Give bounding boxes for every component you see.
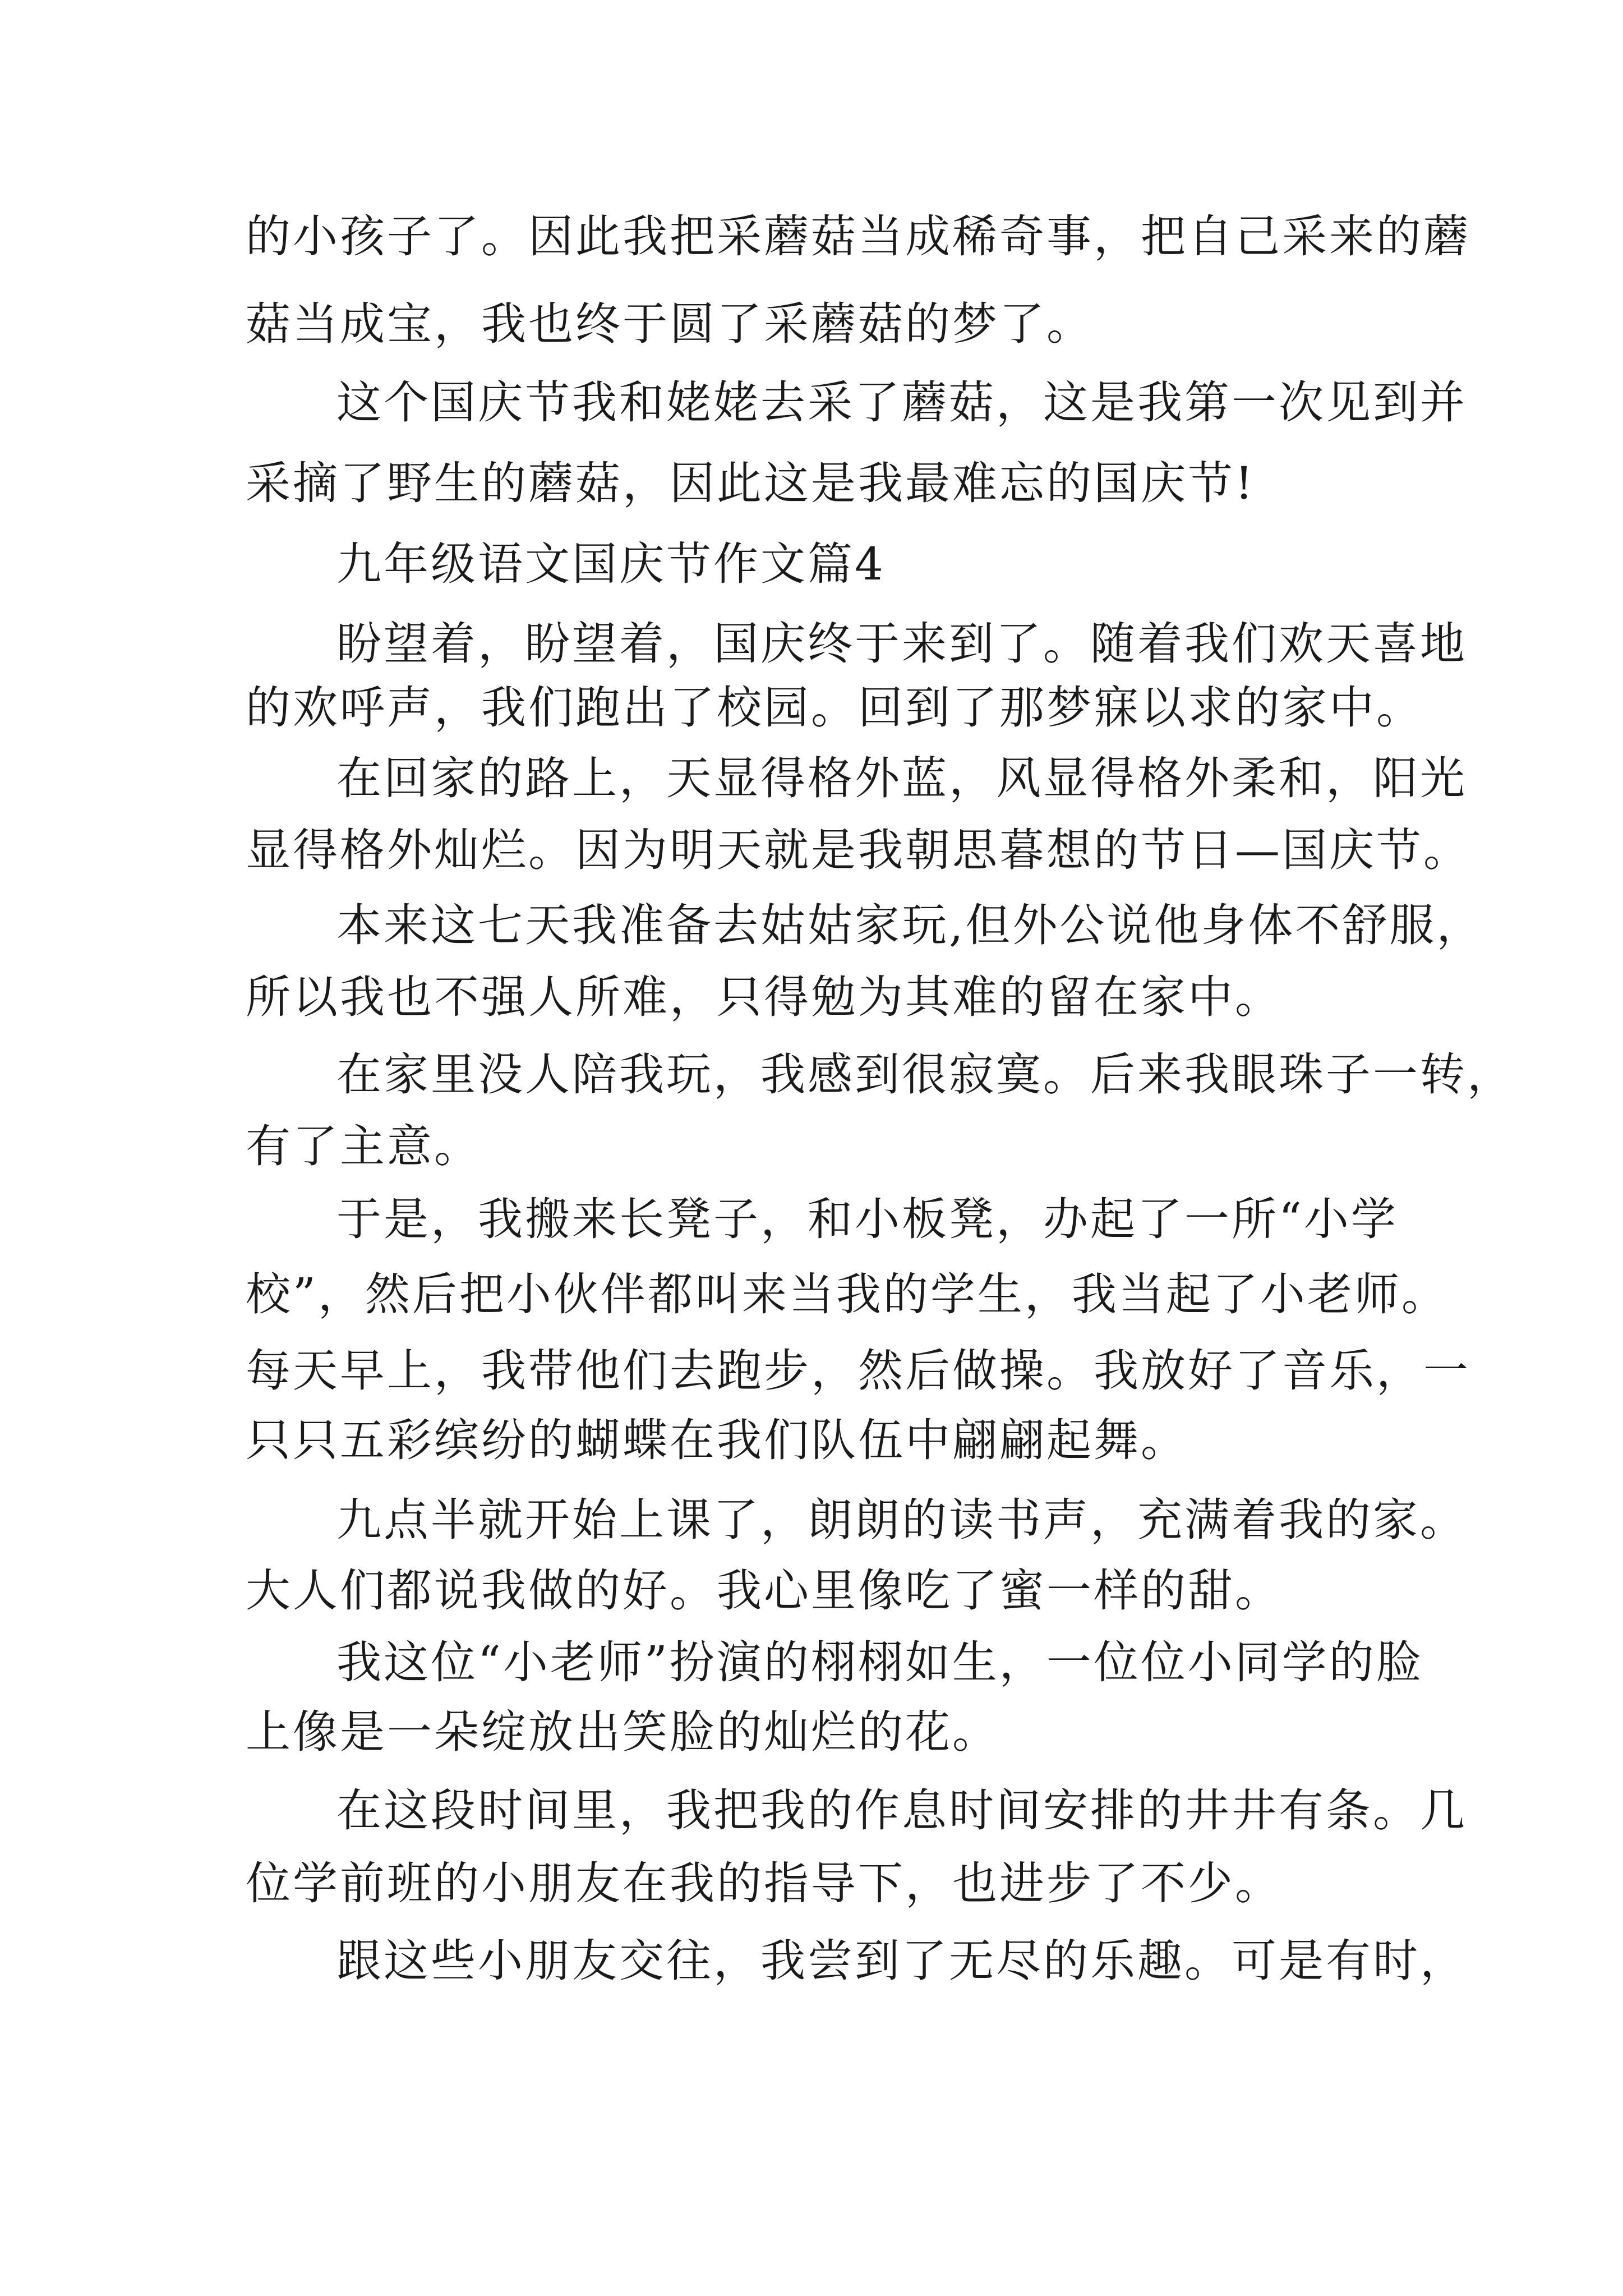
text-line: 大人们都说我做的好。我心里像吃了蜜一样的甜。 [246,1565,1282,1617]
text-line: 的欢呼声，我们跑出了校园。回到了那梦寐以求的家中。 [246,682,1423,734]
text-line: 校”，然后把小伙伴都叫来当我的学生，我当起了小老师。 [246,1268,1449,1320]
text-line: 显得格外灿烂。因为明天就是我朝思暮想的节日—国庆节。 [246,824,1470,876]
text-line: 在这段时间里，我把我的作息时间安排的井井有条。几 [336,1784,1467,1837]
text-line: 本来这七天我准备去姑姑家玩,但外公说他身体不舒服， [336,899,1484,951]
text-line: 菇当成宝，我也终于圆了采蘑菇的梦了。 [246,298,1094,350]
text-line: 所以我也不强人所难，只得勉为其难的留在家中。 [246,971,1282,1023]
text-line: 的小孩子了。因此我把采蘑菇当成稀奇事，把自己采来的蘑 [246,210,1470,263]
text-line: 在家里没人陪我玩，我感到很寂寞。后来我眼珠子一转， [336,1048,1514,1101]
text-line: 这个国庆节我和姥姥去采了蘑菇，这是我第一次见到并 [336,376,1467,429]
text-line: 每天早上，我带他们去跑步，然后做操。我放好了音乐，一 [246,1345,1470,1397]
text-line: 只只五彩缤纷的蝴蝶在我们队伍中翩翩起舞。 [246,1414,1188,1466]
text-line: 上像是一朵绽放出笑脸的灿烂的花。 [246,1706,999,1758]
text-line: 采摘了野生的蘑菇，因此这是我最难忘的国庆节! [246,457,1256,509]
text-line: 我这位“小老师”扮演的栩栩如生，一位位小同学的脸 [336,1636,1423,1688]
section-heading: 九年级语文国庆节作文篇4 [336,538,886,590]
text-line: 盼望着，盼望着，国庆终于来到了。随着我们欢天喜地 [336,618,1467,670]
text-line: 九点半就开始上课了，朗朗的读书声，充满着我的家。 [336,1494,1467,1546]
text-line: 于是，我搬来长凳子，和小板凳，办起了一所“小学 [336,1193,1398,1245]
text-line: 在回家的路上，天显得格外蓝，风显得格外柔和，阳光 [336,752,1467,804]
text-line: 有了主意。 [246,1120,481,1172]
text-line: 跟这些小朋友交往，我尝到了无尽的乐趣。可是有时， [336,1935,1467,1987]
text-line: 位学前班的小朋友在我的指导下，也进步了不少。 [246,1857,1282,1910]
